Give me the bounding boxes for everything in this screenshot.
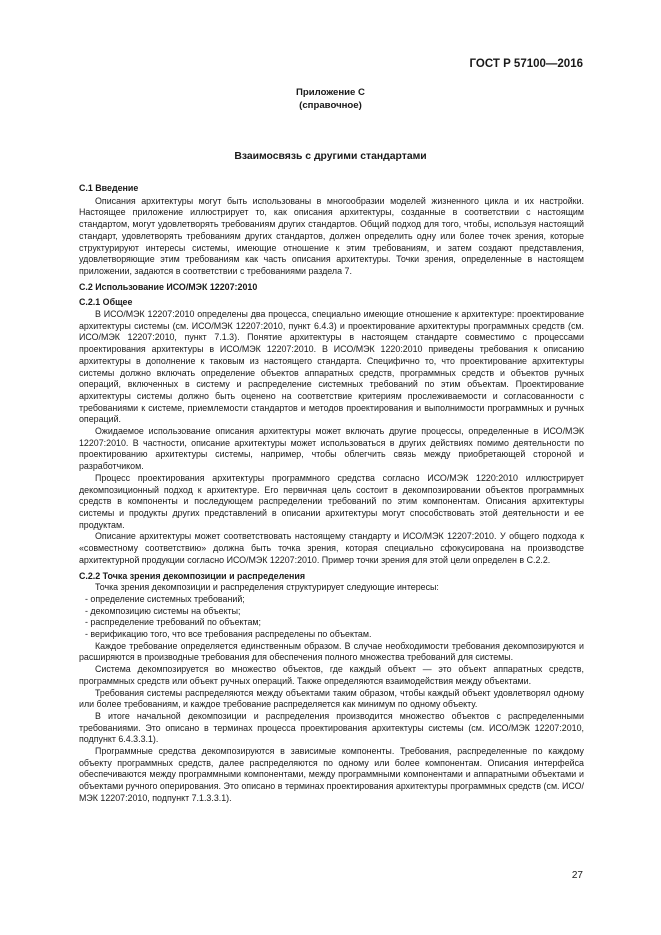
- paragraph: Описание архитектуры может соответствовать настоящему стандарту и ИСО/МЭК 12207:2010. У общего подхода к «совместному соответствию» должна быть точка зрения, которая специально сфокусирована на производстве архитектурной продукции согласно ИСО/МЭК 12207:2010. Пример точки зрения для этой цели определен в С.2.2.: [79, 531, 584, 565]
- doc-code-header: ГОСТ Р 57100—2016: [469, 58, 583, 70]
- subsection-heading-c22: С.2.2 Точка зрения декомпозиции и распределения: [79, 570, 306, 581]
- paragraph: Описания архитектуры могут быть использованы в многообразии моделей жизненного цикла и их настройки. Настоящее приложение иллюстрирует то, как описания архитектуры, созданные в соответствии с настоящим стандартом, могут удовлетворять требованиям других стандартов. Общий подход для того, чтобы, используя настоящий стандарт, удовлетворять требованиям других стандартов, должен определить одну или более точек зрения, которые структурируют интересы системы, имеющие отношение к этим требованиям, и затем создают представления, удовлетворяющие этим требованиям как часть описания архитектуры. Точки зрения, определенные в настоящем приложении, задаются в соответствии с требованиями раздела 7.: [79, 195, 584, 276]
- paragraph: Требования системы распределяются между объектами таким образом, чтобы каждый объект удовлетворял одному или более требованиям, и каждое требование распределяется как минимум по одному объекту.: [79, 687, 584, 710]
- page-title: Взаимосвязь с другими стандартами: [234, 151, 427, 162]
- paragraph: Каждое требование определяется единственным образом. В случае необходимости требования декомпозируются и расширяются в производные требования для обеспечения полного множества требований для системы.: [79, 640, 584, 663]
- section-heading-c1: С.1 Введение: [79, 183, 139, 193]
- list-item: - распределение требований по объектам;: [85, 617, 261, 628]
- annex-heading: [0, 87, 661, 112]
- document-body: [79, 183, 584, 805]
- paragraph: В ИСО/МЭК 12207:2010 определены два процесса, специально имеющие отношение к архитектуре: проектирование архитектуры системы (см. ИСО/МЭК 12207:2010, пункт 6.4.3) и проектирование архитектуры программных средств (см. ИСО/МЭК 12207:2010, пункт 7.1.3). Понятие архитектуры в настоящем стандарте совместимо с процессами проектирования архитектуры в ИСО/МЭК 12207:2010. В ИСО/МЭК 1220:2010 приведены требования к описанию архитектуры в дополнение к таковым из настоящего стандарта. Специфично то, что проектирование архитектуры системы должно включать определение объектов аппаратных средств, программных средств и объектов ручных операций, включенных в систему и распределение системных требований по этим объектам. Проектирование архитектуры системы должно быть оценено на соответствие критериям прослеживаемости и согласованности с требованиями к системе, приемлемости стандартов и методов проектирования и выполнимости программных и ручных операций.: [79, 309, 584, 425]
- subsection-heading-c21: С.2.1 Общее: [79, 297, 133, 308]
- paragraph: Процесс проектирования архитектуры программного средства согласно ИСО/МЭК 1220:2010 иллюстрирует декомпозиционный подход к архитектуре. Его первичная цель состоит в декомпозировании объектов программных средств в компоненты и последующем распределении требований по этим компонентам. Описания архитектуры системы и продукты других представлений в описании архитектуры могут способствовать этой деятельности и ее продуктам.: [79, 472, 584, 530]
- list-item: - верификацию того, что все требования распределены по объектам.: [85, 629, 372, 640]
- paragraph: Точка зрения декомпозиции и распределения структурирует следующие интересы:: [95, 582, 439, 593]
- paragraph: В итоге начальной декомпозиции и распределения производится множество объектов с распределенными требованиями. Это описано в терминах процесса проектирования архитектуры системы (см. ИСО/МЭК 12207:2010, подпункт 6.4.3.3.1).: [79, 710, 584, 745]
- page-number: 27: [571, 870, 583, 881]
- paragraph: Программные средства декомпозируются в зависимые компоненты. Требования, распределенные по каждому объекту программных средств, далее распределяются по одному или более компонентам. Описания интерфейса обеспечиваются между программными компонентами, между программными компонентами и аппаратными объектами и объектами ручного оперирования. Это описано в терминах проектирования архитектуры программных средств (см. ИСО/МЭК 12207:2010, подпункт 7.1.3.3.1).: [79, 746, 584, 803]
- annex-subtitle: (справочное): [299, 99, 362, 111]
- list-item: - определение системных требований;: [85, 593, 245, 604]
- interests-list: [79, 594, 584, 641]
- annex-title: Приложение С: [296, 87, 365, 98]
- section-heading-c2: С.2 Использование ИСО/МЭК 12207:2010: [79, 281, 258, 292]
- paragraph: Система декомпозируется во множество объектов, где каждый объект — это объект аппаратных средств, программных средств или объект ручных операций. Также определяются взаимодействия между объектами.: [79, 664, 584, 686]
- list-item: - декомпозицию системы на объекты;: [85, 605, 241, 616]
- paragraph: Ожидаемое использование описания архитектуры может включать другие процессы, определенные в ИСО/МЭК 12207:2010. В частности, описание архитектуры может использоваться в других действиях помимо деятельности по проектированию архитектуры системы, например, чтобы облегчить связь между приобретающей стороной и разработчиком.: [79, 426, 584, 472]
